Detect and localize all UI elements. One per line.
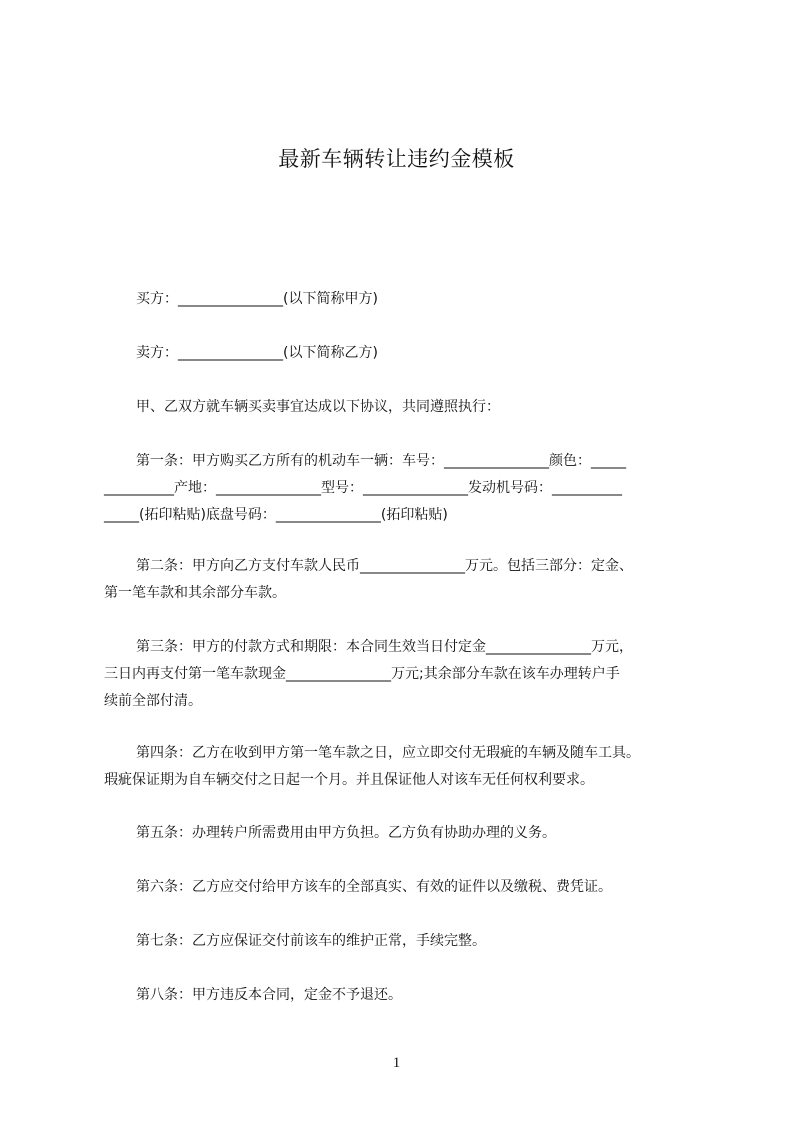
document-title: 最新车辆转让违约金模板	[278, 147, 515, 171]
article-3-line-1: 第三条：甲方的付款方式和期限：本合同生效当日付定金_______________万元，	[136, 639, 633, 655]
article-5: 第五条：办理转户所需费用由甲方负担。乙方负有协助办理的义务。	[136, 825, 556, 841]
page-number: 1	[392, 1055, 401, 1071]
article-3-line-3: 续前全部付清。	[104, 693, 202, 709]
article-4-line-2: 瑕疵保证期为自车辆交付之日起一个月。并且保证他人对该车无任何权利要求。	[104, 772, 594, 788]
preamble: 甲、乙双方就车辆买卖事宜达成以下协议，共同遵照执行：	[136, 399, 500, 415]
article-7: 第七条：乙方应保证交付前该车的维护正常，手续完整。	[136, 933, 486, 949]
article-1-line-2: __________产地：_______________型号：_______________发动机号码：__________	[104, 480, 622, 496]
article-1-line-1: 第一条：甲方购买乙方所有的机动车一辆：车号：_______________颜色：_____	[136, 453, 626, 469]
article-2-line-1: 第二条：甲方向乙方支付车款人民币_______________万元。包括三部分：定金、	[136, 558, 633, 574]
article-8: 第八条：甲方违反本合同，定金不予退还。	[136, 987, 402, 1003]
article-4-line-1: 第四条：乙方在收到甲方第一笔车款之日，应立即交付无瑕疵的车辆及随车工具。	[136, 745, 640, 761]
seller-line: 卖方：_______________(以下简称乙方)	[136, 345, 378, 361]
buyer-line: 买方：_______________(以下简称甲方)	[136, 291, 378, 307]
article-3-line-2: 三日内再支付第一笔车款现金_______________万元;其余部分车款在该车办理转户手	[104, 666, 620, 682]
article-2-line-2: 第一笔车款和其余部分车款。	[104, 585, 286, 601]
article-6: 第六条：乙方应交付给甲方该车的全部真实、有效的证件以及缴税、费凭证。	[136, 879, 612, 895]
article-1-line-3: _____(拓印粘贴)底盘号码：_______________(拓印粘贴)	[104, 507, 448, 523]
